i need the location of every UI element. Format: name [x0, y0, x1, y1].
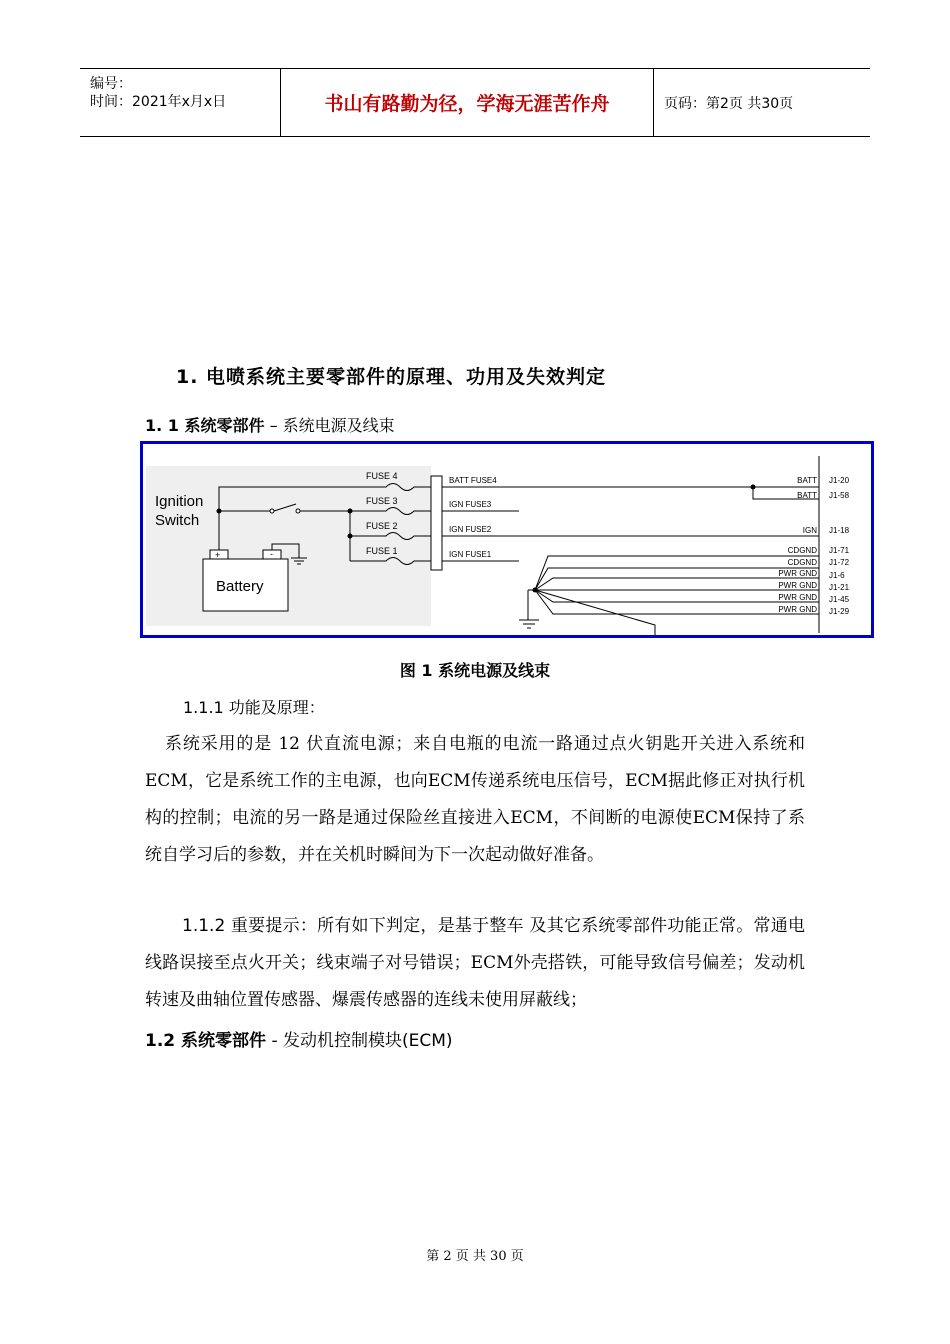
pin-number: J1-58 [829, 491, 850, 500]
wire-label: IGN FUSE1 [449, 550, 492, 559]
date-label: 时间：2021年x月x日 [90, 94, 227, 110]
pin-signal: PWR GND [778, 581, 817, 590]
pin-number: J1-6 [829, 571, 845, 580]
pin-signal: PWR GND [778, 593, 817, 602]
ignition-label-1: Ignition [155, 493, 204, 510]
number-label: 编号： [90, 76, 132, 92]
power-wiring-diagram [140, 441, 874, 638]
fuse-label: FUSE 1 [366, 546, 398, 556]
pin-number: J1-20 [829, 476, 850, 485]
header-meta-cell [80, 69, 281, 136]
switch-contact [270, 509, 274, 513]
pin-signal: PWR GND [778, 569, 817, 578]
pin-signal: BATT [797, 491, 817, 500]
subsection-title [145, 413, 395, 436]
fuse-label: FUSE 2 [366, 521, 398, 531]
subsection-bold: 1. 1 系统零部件 [145, 416, 265, 435]
page-footer: 第 2 页 共 30 页 [426, 1249, 524, 1264]
section-title: 1. 电喷系统主要零部件的原理、功用及失效判定 [176, 366, 607, 388]
header-motto: 书山有路勤为径，学海无涯苦作舟 [281, 69, 654, 136]
wire-label: IGN FUSE3 [449, 500, 492, 509]
pin-signal: CDGND [787, 546, 817, 555]
junction-dot [751, 485, 756, 490]
pin-numbers [829, 476, 850, 616]
switch-contact [296, 509, 300, 513]
section-12-bold: 1.2 系统零部件 [145, 1031, 267, 1051]
notice-text: 所有如下判定，是基于整车 及其它系统零部件功能正常。常通电线路误接至点火开关；线束端子对号错误；ECM外壳搭铁，可能导致信号偏差；发动机转速及曲轴位置传感器、爆震传感器的连线未使用屏蔽线； [145, 916, 805, 1010]
pin-number: J1-21 [829, 583, 850, 592]
battery-label: Battery [216, 578, 264, 595]
pin-signal: CDGND [787, 558, 817, 567]
pin-number: J1-71 [829, 546, 850, 555]
header-page-info: 页码：第2页 共30页 [664, 95, 794, 112]
pin-number: J1-29 [829, 607, 850, 616]
notice-label: 1.1.2 重要提示： [182, 916, 318, 936]
subsection-111: 1.1.1 功能及原理： [183, 698, 325, 717]
section-12-rest: - 发动机控制模块(ECM) [266, 1031, 453, 1051]
pin-signal: BATT [797, 476, 817, 485]
ground-fan [519, 556, 819, 635]
wire-label: IGN FUSE2 [449, 525, 492, 534]
pin-signal: IGN [802, 526, 817, 535]
paragraph-notice [145, 908, 805, 1019]
pin-number: J1-18 [829, 526, 850, 535]
wiring-svg [143, 444, 871, 635]
fuse-label: FUSE 4 [366, 471, 398, 481]
fuse-connector [431, 476, 442, 570]
subsection-rest: – 系统电源及线束 [264, 416, 395, 435]
wire-label: BATT FUSE4 [449, 476, 497, 485]
pin-number: J1-45 [829, 595, 850, 604]
plus-sign: + [215, 550, 221, 560]
page-header [80, 68, 870, 137]
paragraph-function: 系统采用的是 12 伏直流电源；来自电瓶的电流一路通过点火钥匙开关进入系统和ECM，它是系统工作的主电源，也向ECM传递系统电压信号，ECM据此修正对执行机构的控制；电流的另一路是通过保险丝直接进入ECM，不间断的电源使ECM保持了系统自学习后的参数，并在关机时瞬间为下一次起动做好准备。 [145, 734, 805, 865]
pin-number: J1-72 [829, 558, 850, 567]
minus-sign: - [270, 549, 273, 559]
section-12-title [145, 1026, 453, 1051]
pin-signal: PWR GND [778, 605, 817, 614]
fuse-label: FUSE 3 [366, 496, 398, 506]
ground-junction [533, 588, 538, 593]
harness-wires [442, 456, 819, 633]
figure-caption: 图 1 系统电源及线束 [399, 661, 551, 680]
pin-signal-labels [778, 476, 817, 614]
ignition-label-2: Switch [155, 512, 200, 529]
